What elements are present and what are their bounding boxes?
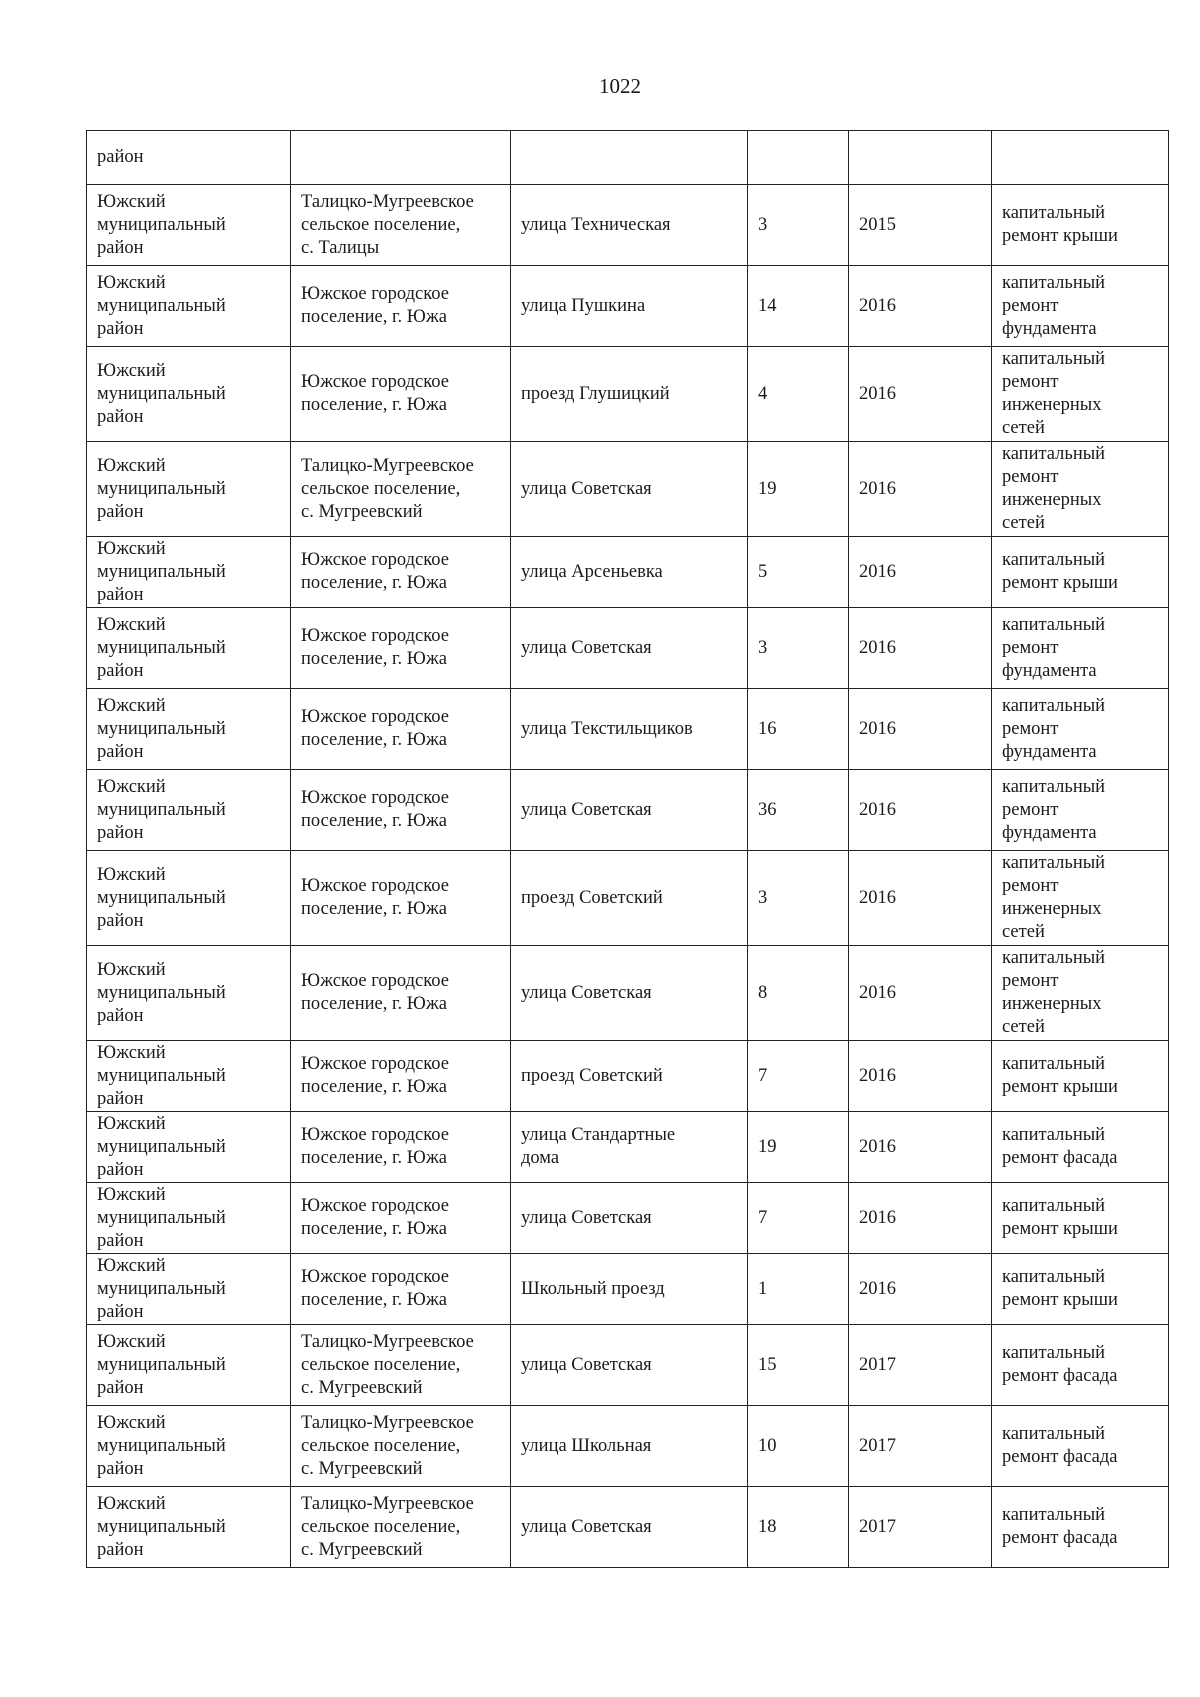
cell-district bbox=[87, 1406, 291, 1487]
house-text: 10 bbox=[758, 1435, 777, 1456]
year-text: 2016 bbox=[859, 561, 896, 582]
street-text: улица Советская bbox=[521, 799, 652, 820]
cell-house bbox=[748, 946, 849, 1041]
cell-settlement bbox=[291, 689, 511, 770]
cell-house bbox=[748, 266, 849, 347]
district-text: Южский муниципальный район bbox=[97, 1113, 226, 1180]
cell-year bbox=[849, 442, 992, 537]
cell-year bbox=[849, 266, 992, 347]
cell-district bbox=[87, 1254, 291, 1325]
work-text: капитальный ремонт фундамента bbox=[1002, 272, 1106, 339]
work-text: капитальный ремонт фасада bbox=[1002, 1505, 1118, 1548]
cell-settlement bbox=[291, 851, 511, 946]
street-text: улица Текстильщиков bbox=[521, 718, 693, 739]
cell-year bbox=[849, 1406, 992, 1487]
cell-settlement bbox=[291, 185, 511, 266]
cell-settlement bbox=[291, 946, 511, 1041]
street-text: улица Советская bbox=[521, 1516, 652, 1537]
settlement-text: Южское городское поселение, г. Южа bbox=[301, 550, 449, 593]
house-text: 5 bbox=[758, 561, 768, 582]
cell-street bbox=[511, 689, 748, 770]
cell-year bbox=[849, 347, 992, 442]
cell-work bbox=[992, 851, 1169, 946]
district-text: Южский муниципальный район bbox=[97, 1331, 226, 1398]
cell-settlement bbox=[291, 1406, 511, 1487]
cell-street bbox=[511, 946, 748, 1041]
cell-district bbox=[87, 689, 291, 770]
table-row bbox=[87, 185, 1169, 266]
district-text: Южский муниципальный район bbox=[97, 1412, 226, 1479]
year-text: 2016 bbox=[859, 887, 896, 908]
work-text: капитальный ремонт крыши bbox=[1002, 550, 1118, 593]
table-row bbox=[87, 347, 1169, 442]
settlement-text: Южское городское поселение, г. Южа bbox=[301, 284, 449, 327]
cell-settlement bbox=[291, 347, 511, 442]
cell-district bbox=[87, 266, 291, 347]
cell-street bbox=[511, 266, 748, 347]
table-row bbox=[87, 851, 1169, 946]
cell-work bbox=[992, 185, 1169, 266]
cell-work bbox=[992, 1112, 1169, 1183]
district-text: Южский муниципальный район bbox=[97, 1042, 226, 1109]
table-row bbox=[87, 1112, 1169, 1183]
cell-house bbox=[748, 1406, 849, 1487]
settlement-text: Южское городское поселение, г. Южа bbox=[301, 788, 449, 831]
table-row bbox=[87, 770, 1169, 851]
table-row bbox=[87, 689, 1169, 770]
cell-work bbox=[992, 131, 1169, 185]
table-row bbox=[87, 1041, 1169, 1112]
cell-year bbox=[849, 1487, 992, 1568]
cell-house bbox=[748, 347, 849, 442]
settlement-text: Южское городское поселение, г. Южа bbox=[301, 876, 449, 919]
settlement-text: Талицко-Мугреевское сельское поселение, с. Мугреевский bbox=[301, 1412, 474, 1479]
house-text: 15 bbox=[758, 1354, 777, 1375]
year-text: 2016 bbox=[859, 637, 896, 658]
district-text: Южский муниципальный район bbox=[97, 1493, 226, 1560]
cell-year bbox=[849, 1041, 992, 1112]
house-text: 3 bbox=[758, 887, 768, 908]
work-text: капитальный ремонт фасада bbox=[1002, 1343, 1118, 1386]
cell-settlement bbox=[291, 442, 511, 537]
cell-work bbox=[992, 442, 1169, 537]
cell-settlement bbox=[291, 1325, 511, 1406]
cell-work bbox=[992, 689, 1169, 770]
district-text: Южский муниципальный район bbox=[97, 360, 226, 427]
cell-street bbox=[511, 1112, 748, 1183]
cell-street bbox=[511, 347, 748, 442]
street-text: Школьный проезд bbox=[521, 1278, 665, 1299]
house-text: 16 bbox=[758, 718, 777, 739]
cell-year bbox=[849, 537, 992, 608]
table-row bbox=[87, 946, 1169, 1041]
work-text: капитальный ремонт фасада bbox=[1002, 1125, 1118, 1168]
work-text: капитальный ремонт крыши bbox=[1002, 1196, 1118, 1239]
year-text: 2016 bbox=[859, 1065, 896, 1086]
cell-settlement bbox=[291, 1183, 511, 1254]
table-row bbox=[87, 1406, 1169, 1487]
street-text: улица Стандартные дома bbox=[521, 1125, 676, 1168]
cell-work bbox=[992, 1406, 1169, 1487]
work-text: капитальный ремонт инженерных сетей bbox=[1002, 853, 1106, 942]
house-text: 3 bbox=[758, 637, 768, 658]
cell-settlement bbox=[291, 1041, 511, 1112]
settlement-text: Талицко-Мугреевское сельское поселение, с. Мугреевский bbox=[301, 455, 474, 522]
cell-street bbox=[511, 1487, 748, 1568]
table-row bbox=[87, 131, 1169, 185]
house-text: 8 bbox=[758, 982, 768, 1003]
cell-settlement bbox=[291, 1112, 511, 1183]
district-text: Южский муниципальный район bbox=[97, 455, 226, 522]
district-text: Южский муниципальный район bbox=[97, 538, 226, 605]
cell-district bbox=[87, 1487, 291, 1568]
house-text: 18 bbox=[758, 1516, 777, 1537]
year-text: 2015 bbox=[859, 214, 896, 235]
cell-house bbox=[748, 1325, 849, 1406]
house-text: 7 bbox=[758, 1065, 768, 1086]
cell-house bbox=[748, 689, 849, 770]
cell-street bbox=[511, 1254, 748, 1325]
table-row bbox=[87, 1183, 1169, 1254]
cell-street bbox=[511, 608, 748, 689]
street-text: улица Техническая bbox=[521, 214, 671, 235]
settlement-text: Южское городское поселение, г. Южа bbox=[301, 372, 449, 415]
house-text: 19 bbox=[758, 1136, 777, 1157]
work-text: капитальный ремонт крыши bbox=[1002, 1267, 1118, 1310]
house-text: 4 bbox=[758, 383, 768, 404]
cell-street bbox=[511, 1041, 748, 1112]
work-text: капитальный ремонт инженерных сетей bbox=[1002, 349, 1106, 438]
cell-settlement bbox=[291, 770, 511, 851]
house-text: 3 bbox=[758, 214, 768, 235]
table-row bbox=[87, 1254, 1169, 1325]
cell-district bbox=[87, 1041, 291, 1112]
table-row bbox=[87, 537, 1169, 608]
cell-year bbox=[849, 1325, 992, 1406]
work-text: капитальный ремонт крыши bbox=[1002, 203, 1118, 246]
cell-street bbox=[511, 537, 748, 608]
cell-district bbox=[87, 608, 291, 689]
year-text: 2016 bbox=[859, 1207, 896, 1228]
settlement-text: Южское городское поселение, г. Южа bbox=[301, 1125, 449, 1168]
year-text: 2016 bbox=[859, 1136, 896, 1157]
district-text: Южский муниципальный район bbox=[97, 959, 226, 1026]
street-text: улица Советская bbox=[521, 478, 652, 499]
work-text: капитальный ремонт фасада bbox=[1002, 1424, 1118, 1467]
cell-work bbox=[992, 537, 1169, 608]
cell-work bbox=[992, 1254, 1169, 1325]
settlement-text: Южское городское поселение, г. Южа bbox=[301, 1196, 449, 1239]
district-text: Южский муниципальный район bbox=[97, 614, 226, 681]
cell-settlement bbox=[291, 608, 511, 689]
cell-street bbox=[511, 131, 748, 185]
cell-house bbox=[748, 608, 849, 689]
street-text: улица Советская bbox=[521, 1354, 652, 1375]
cell-district bbox=[87, 770, 291, 851]
cell-house bbox=[748, 442, 849, 537]
year-text: 2016 bbox=[859, 982, 896, 1003]
cell-work bbox=[992, 1183, 1169, 1254]
house-text: 36 bbox=[758, 799, 777, 820]
district-text: Южский муниципальный район bbox=[97, 776, 226, 843]
house-text: 14 bbox=[758, 295, 777, 316]
cell-work bbox=[992, 608, 1169, 689]
settlement-text: Южское городское поселение, г. Южа bbox=[301, 1267, 449, 1310]
cell-street bbox=[511, 770, 748, 851]
street-text: улица Школьная bbox=[521, 1435, 652, 1456]
cell-year bbox=[849, 185, 992, 266]
cell-house bbox=[748, 1487, 849, 1568]
cell-year bbox=[849, 1183, 992, 1254]
cell-house bbox=[748, 537, 849, 608]
cell-work bbox=[992, 1487, 1169, 1568]
table-body bbox=[87, 131, 1169, 1568]
cell-settlement bbox=[291, 537, 511, 608]
year-text: 2016 bbox=[859, 383, 896, 404]
cell-house bbox=[748, 1112, 849, 1183]
district-text: Южский муниципальный район bbox=[97, 191, 226, 258]
cell-year bbox=[849, 851, 992, 946]
cell-work bbox=[992, 770, 1169, 851]
work-text: капитальный ремонт фундамента bbox=[1002, 695, 1106, 762]
cell-house bbox=[748, 1041, 849, 1112]
cell-street bbox=[511, 851, 748, 946]
cell-district bbox=[87, 185, 291, 266]
work-text: капитальный ремонт инженерных сетей bbox=[1002, 948, 1106, 1037]
cell-district bbox=[87, 537, 291, 608]
year-text: 2017 bbox=[859, 1354, 896, 1375]
cell-house bbox=[748, 185, 849, 266]
settlement-text: Талицко-Мугреевское сельское поселение, с. Мугреевский bbox=[301, 1493, 474, 1560]
cell-year bbox=[849, 131, 992, 185]
street-text: улица Советская bbox=[521, 982, 652, 1003]
table-row bbox=[87, 266, 1169, 347]
cell-year bbox=[849, 689, 992, 770]
cell-district bbox=[87, 1112, 291, 1183]
cell-year bbox=[849, 946, 992, 1041]
street-text: улица Советская bbox=[521, 637, 652, 658]
cell-settlement bbox=[291, 266, 511, 347]
cell-district bbox=[87, 1325, 291, 1406]
settlement-text: Талицко-Мугреевское сельское поселение, с. Мугреевский bbox=[301, 1331, 474, 1398]
year-text: 2016 bbox=[859, 478, 896, 499]
cell-district bbox=[87, 131, 291, 185]
district-text: Южский муниципальный район bbox=[97, 1255, 226, 1322]
district-text: район bbox=[97, 147, 144, 167]
table-row bbox=[87, 1325, 1169, 1406]
cell-work bbox=[992, 1041, 1169, 1112]
street-text: проезд Советский bbox=[521, 887, 663, 908]
cell-settlement bbox=[291, 1487, 511, 1568]
table-row bbox=[87, 442, 1169, 537]
cell-street bbox=[511, 1183, 748, 1254]
cell-work bbox=[992, 347, 1169, 442]
street-text: улица Арсеньевка bbox=[521, 561, 663, 582]
cell-district bbox=[87, 347, 291, 442]
cell-work bbox=[992, 1325, 1169, 1406]
cell-year bbox=[849, 1254, 992, 1325]
cell-house bbox=[748, 1183, 849, 1254]
table-row bbox=[87, 1487, 1169, 1568]
street-text: проезд Советский bbox=[521, 1065, 663, 1086]
cell-street bbox=[511, 442, 748, 537]
house-text: 7 bbox=[758, 1207, 768, 1228]
cell-year bbox=[849, 1112, 992, 1183]
cell-district bbox=[87, 946, 291, 1041]
housing-repair-table bbox=[86, 130, 1169, 1568]
cell-house bbox=[748, 131, 849, 185]
year-text: 2016 bbox=[859, 1278, 896, 1299]
work-text: капитальный ремонт фундамента bbox=[1002, 776, 1106, 843]
district-text: Южский муниципальный район bbox=[97, 272, 226, 339]
street-text: улица Советская bbox=[521, 1207, 652, 1228]
cell-year bbox=[849, 608, 992, 689]
cell-house bbox=[748, 851, 849, 946]
settlement-text: Южское городское поселение, г. Южа bbox=[301, 626, 449, 669]
cell-work bbox=[992, 946, 1169, 1041]
page-number: 1022 bbox=[599, 74, 641, 98]
year-text: 2017 bbox=[859, 1516, 896, 1537]
cell-house bbox=[748, 770, 849, 851]
cell-street bbox=[511, 1406, 748, 1487]
settlement-text: Южское городское поселение, г. Южа bbox=[301, 1054, 449, 1097]
cell-house bbox=[748, 1254, 849, 1325]
cell-district bbox=[87, 1183, 291, 1254]
cell-street bbox=[511, 1325, 748, 1406]
year-text: 2016 bbox=[859, 295, 896, 316]
street-text: улица Пушкина bbox=[521, 295, 646, 316]
house-text: 1 bbox=[758, 1278, 768, 1299]
year-text: 2017 bbox=[859, 1435, 896, 1456]
cell-work bbox=[992, 266, 1169, 347]
settlement-text: Южское городское поселение, г. Южа bbox=[301, 707, 449, 750]
house-text: 19 bbox=[758, 478, 777, 499]
district-text: Южский муниципальный район bbox=[97, 695, 226, 762]
settlement-text: Талицко-Мугреевское сельское поселение, с. Талицы bbox=[301, 191, 474, 258]
cell-year bbox=[849, 770, 992, 851]
year-text: 2016 bbox=[859, 718, 896, 739]
district-text: Южский муниципальный район bbox=[97, 1184, 226, 1251]
work-text: капитальный ремонт фундамента bbox=[1002, 614, 1106, 681]
district-text: Южский муниципальный район bbox=[97, 864, 226, 931]
year-text: 2016 bbox=[859, 799, 896, 820]
work-text: капитальный ремонт крыши bbox=[1002, 1054, 1118, 1097]
cell-settlement bbox=[291, 1254, 511, 1325]
street-text: проезд Глушицкий bbox=[521, 383, 670, 404]
table-row bbox=[87, 608, 1169, 689]
cell-settlement bbox=[291, 131, 511, 185]
cell-district bbox=[87, 442, 291, 537]
settlement-text: Южское городское поселение, г. Южа bbox=[301, 971, 449, 1014]
cell-street bbox=[511, 185, 748, 266]
cell-district bbox=[87, 851, 291, 946]
work-text: капитальный ремонт инженерных сетей bbox=[1002, 444, 1106, 533]
